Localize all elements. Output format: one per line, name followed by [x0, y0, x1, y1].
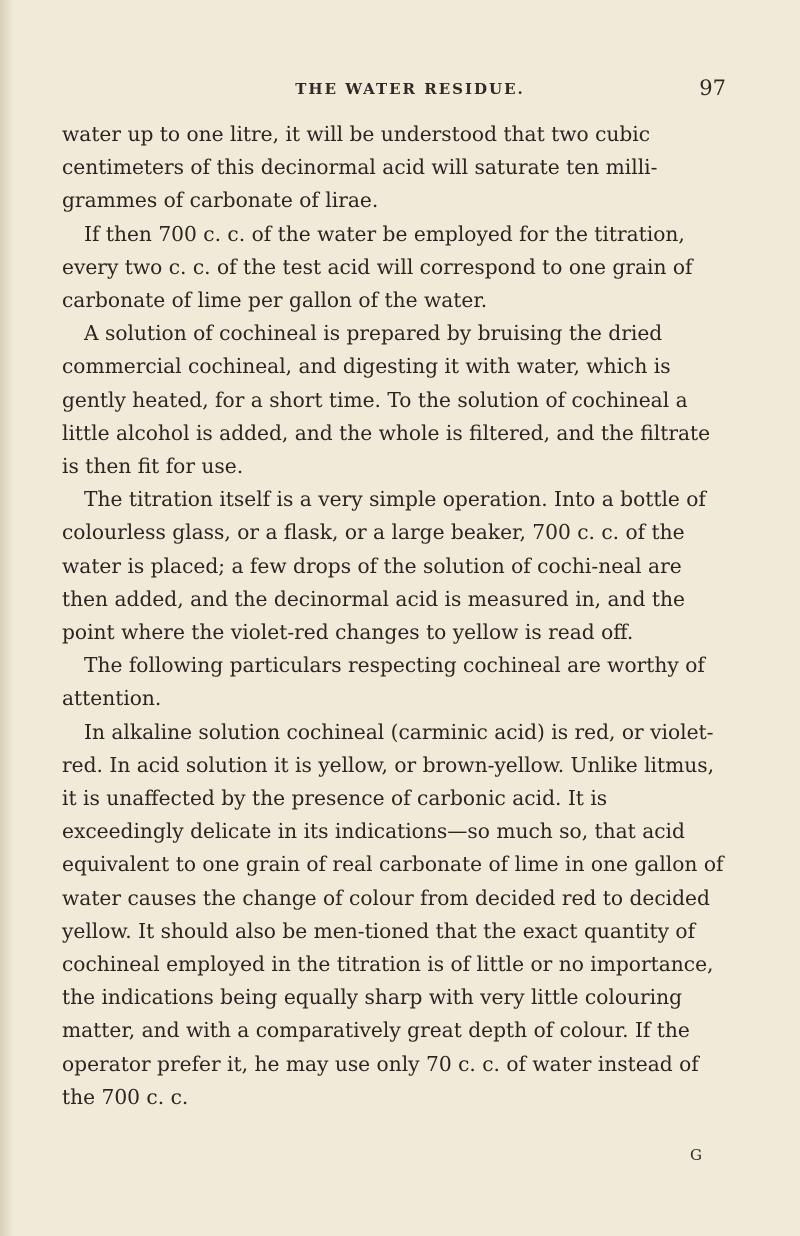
paragraph: The titration itself is a very simple operation. Into a bottle of colourless glass, or a flask, or a large beaker, 700 c. c. of the water is placed; a few drops of the solution of cochi-neal are then added, and the decinormal acid is measured in, and the point where the violet-red changes to yellow is read off. — [62, 487, 706, 645]
signature-mark: G — [690, 1146, 702, 1164]
paragraph: In alkaline solution cochineal (carminic acid) is red, or violet-red. In acid solution it is yellow, or brown-yellow. Unlike litmus, it is unaffected by the presence of carbonic acid. It is exceedingly delicate in its indications—so much so, that acid equivalent to one grain of real carbonate of lime in one gallon of water causes the change of colour from decided red to decided yellow. It should also be men-tioned that the exact quantity of cochineal employed in the titration is of little or no importance, the indications being equally sharp with very little colouring matter, and with a comparatively great depth of colour. If the operator prefer it, he may use only 70 c. c. of water instead of the 700 c. c. — [62, 719, 724, 1109]
page-number: 97 — [699, 76, 726, 100]
paragraph: The following particulars respecting cochineal are worthy of attention. — [62, 653, 705, 711]
body-text — [62, 118, 730, 1114]
running-head — [100, 76, 726, 104]
running-head-title: THE WATER RESIDUE. — [295, 80, 525, 98]
paragraph: A solution of cochineal is prepared by bruising the dried commercial cochineal, and digesting it with water, which is gently heated, for a short time. To the solution of cochineal a little alcohol is added, and the whole is filtered, and the filtrate is then fit for use. — [62, 321, 711, 479]
paragraph: water up to one litre, it will be understood that two cubic centimeters of this decinormal acid will saturate ten milli-grammes of carbonate of lirae. — [62, 122, 658, 213]
paragraph: If then 700 c. c. of the water be employed for the titration, every two c. c. of the test acid will correspond to one grain of carbonate of lime per gallon of the water. — [62, 221, 693, 313]
